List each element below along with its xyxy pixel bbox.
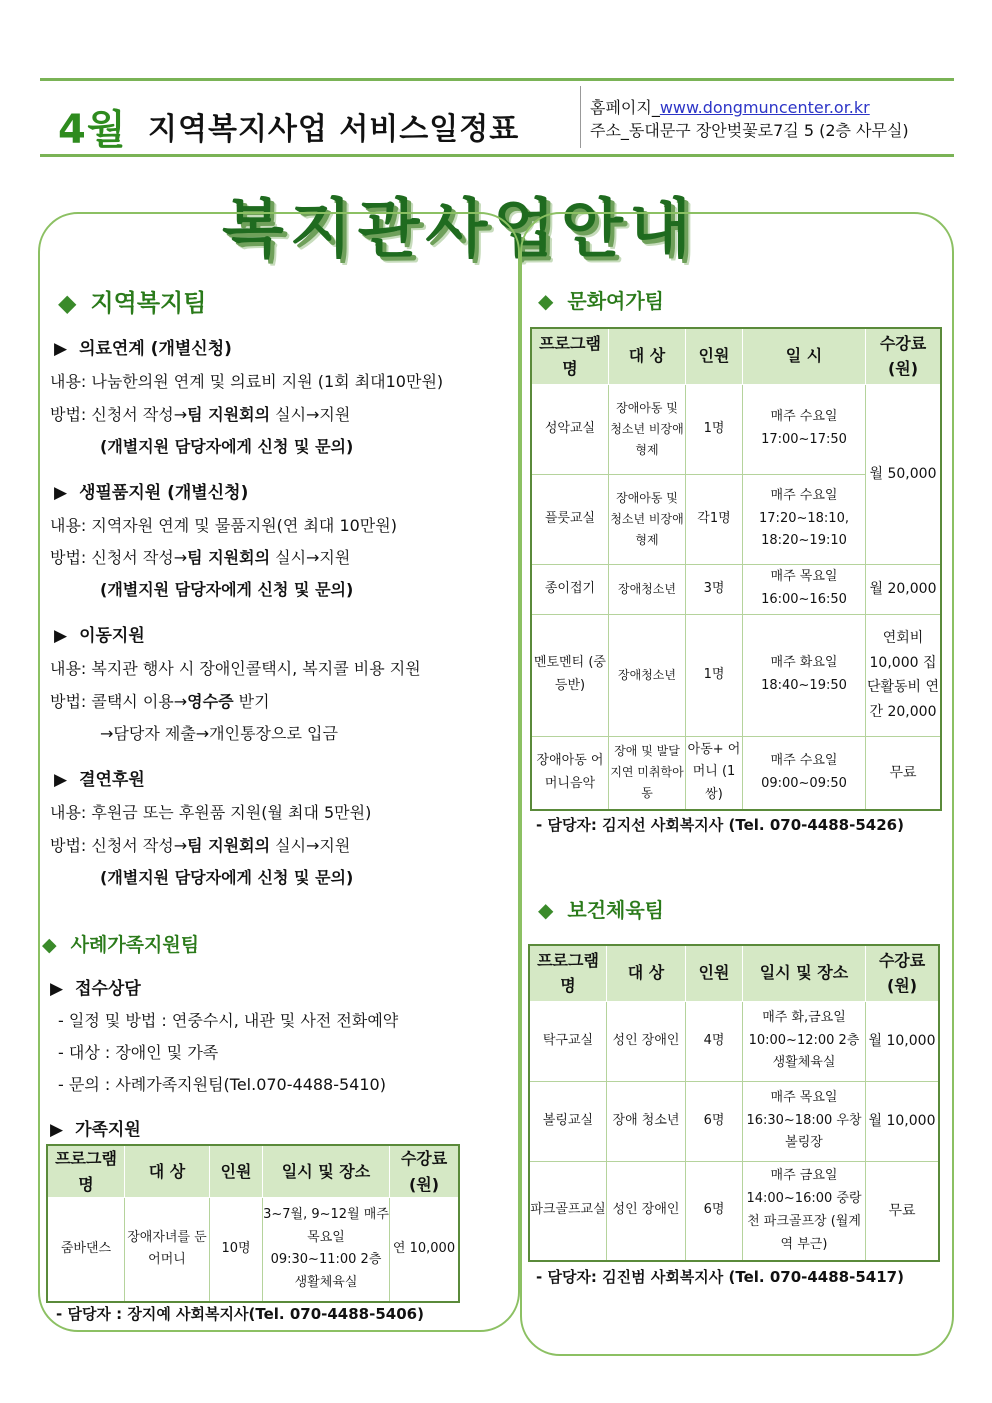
table-row	[531, 384, 941, 474]
cell-target: 장애 및 발달지연 미취학아동	[609, 736, 686, 810]
table-row	[531, 614, 941, 736]
header-fee: 수강료(원)	[390, 1145, 460, 1198]
homepage-label: 홈페이지_	[590, 98, 660, 117]
triangle-icon: ▶	[54, 339, 68, 359]
header-count: 인원	[686, 945, 743, 1001]
culture-contact: - 담당자: 김지선 사회복지사 (Tel. 070-4488-5426)	[536, 816, 904, 834]
table-header-row	[47, 1145, 459, 1198]
medical-method: 방법: 신청서 작성→팀 지원회의 실시→지원	[50, 405, 351, 424]
header-target: 대 상	[607, 945, 686, 1001]
header-program: 프로그램명	[529, 945, 607, 1001]
cell-fee: 월 10,000	[866, 1081, 940, 1161]
cell-target: 장애청소년	[609, 614, 686, 736]
table-header-row	[529, 945, 939, 1001]
cell-count: 4명	[686, 1001, 743, 1081]
header-target: 대 상	[609, 328, 686, 384]
cell-target: 성인 장애인	[607, 1161, 686, 1261]
cell-program: 파크골프교실	[529, 1161, 607, 1261]
family-heading: ▶ 가족지원	[50, 1120, 141, 1140]
cell-program: 탁구교실	[529, 1001, 607, 1081]
triangle-icon: ▶	[54, 770, 68, 790]
case-team-heading: ◆ 사례가족지원팀	[42, 934, 200, 956]
diamond-icon: ◆	[58, 289, 77, 317]
header-program: 프로그램명	[47, 1145, 125, 1198]
triangle-icon: ▶	[54, 483, 68, 503]
health-team-heading: ◆ 보건체육팀	[538, 898, 664, 922]
cell-target: 장애청소년	[609, 564, 686, 614]
cell-schedule: 매주 수요일 17:20~18:10, 18:20~19:10	[743, 474, 866, 564]
banner-title: 복지관사업안내	[222, 193, 697, 267]
cell-count: 10명	[210, 1198, 263, 1302]
cell-program: 멘토멘티 (중등반)	[531, 614, 609, 736]
cell-schedule: 매주 화,금요일 10:00~12:00 2층 생활체육실	[743, 1001, 866, 1081]
cell-fee: 연 10,000	[390, 1198, 460, 1302]
cell-program: 장애아동 어머니음악	[531, 736, 609, 810]
page-title: 지역복지사업 서비스일정표	[148, 112, 520, 147]
family-table	[46, 1144, 460, 1303]
header-divider	[580, 86, 581, 148]
cell-fee: 월 20,000	[866, 564, 942, 614]
transport-method: 방법: 콜택시 이용→영수증 받기	[50, 692, 270, 711]
cell-fee: 월 10,000	[866, 1001, 940, 1081]
triangle-icon: ▶	[50, 1120, 64, 1140]
table-row	[529, 1081, 939, 1161]
diamond-icon: ◆	[42, 934, 57, 956]
cell-program: 종이접기	[531, 564, 609, 614]
cell-count: 각1명	[686, 474, 743, 564]
cell-schedule: 매주 금요일 14:00~16:00 중랑천 파크골프장 (월계역 부근)	[743, 1161, 866, 1261]
sponsor-content: 내용: 후원금 또는 후원품 지원(월 최대 5만원)	[50, 803, 372, 822]
table-row	[529, 1001, 939, 1081]
cell-target: 장애자녀를 둔 어머니	[125, 1198, 210, 1302]
header-schedule: 일시 및 장소	[263, 1145, 390, 1198]
cell-schedule: 매주 수요일 17:00~17:50	[743, 384, 866, 474]
medical-heading: ▶ 의료연계 (개별신청)	[54, 339, 232, 359]
cell-program: 플룻교실	[531, 474, 609, 564]
homepage-line	[590, 95, 870, 118]
family-contact: - 담당자 : 장지예 사회복지사(Tel. 070-4488-5406)	[56, 1305, 424, 1323]
cell-schedule: 매주 목요일 16:30~18:00 우창볼링장	[743, 1081, 866, 1161]
cell-schedule: 매주 목요일 16:00~16:50	[743, 564, 866, 614]
table-row	[529, 1161, 939, 1261]
culture-team-heading: ◆ 문화여가팀	[538, 289, 664, 313]
sponsor-heading: ▶ 결연후원	[54, 770, 145, 790]
cell-fee: 무료	[866, 1161, 940, 1261]
sponsor-method: 방법: 신청서 작성→팀 지원회의 실시→지원	[50, 836, 351, 855]
cell-schedule: 매주 수요일 09:00~09:50	[743, 736, 866, 810]
table-row	[47, 1198, 459, 1302]
cell-count: 아동+ 어머니 (1쌍)	[686, 736, 743, 810]
cell-count: 1명	[686, 384, 743, 474]
medical-note: (개별지원 담당자에게 신청 및 문의)	[100, 437, 354, 456]
diamond-icon: ◆	[538, 898, 554, 922]
triangle-icon: ▶	[50, 979, 64, 999]
health-table	[528, 944, 940, 1262]
cell-count: 6명	[686, 1161, 743, 1261]
cell-program: 줌바댄스	[47, 1198, 125, 1302]
header-schedule: 일시 및 장소	[743, 945, 866, 1001]
top-rule	[40, 78, 954, 81]
community-team-heading: ◆ 지역복지팀	[58, 289, 207, 317]
cell-count: 1명	[686, 614, 743, 736]
intake-line1: - 일정 및 방법 : 연중수시, 내관 및 사전 전화예약	[58, 1011, 399, 1030]
culture-table	[530, 327, 942, 811]
cell-target: 성인 장애인	[607, 1001, 686, 1081]
cell-fee: 무료	[866, 736, 942, 810]
intake-line3: - 문의 : 사례가족지원팀(Tel.070-4488-5410)	[58, 1075, 386, 1094]
cell-fee-shared: 월 50,000	[866, 384, 942, 564]
month-label: 4월	[58, 107, 127, 153]
supplies-note: (개별지원 담당자에게 신청 및 문의)	[100, 580, 354, 599]
cell-fee: 연회비 10,000 집단활동비 연간 20,000	[866, 614, 942, 736]
intake-line2: - 대상 : 장애인 및 가족	[58, 1043, 219, 1062]
intake-heading: ▶ 접수상담	[50, 979, 141, 999]
triangle-icon: ▶	[54, 626, 68, 646]
cell-count: 3명	[686, 564, 743, 614]
supplies-heading: ▶ 생필품지원 (개별신청)	[54, 483, 249, 503]
cell-count: 6명	[686, 1081, 743, 1161]
supplies-content: 내용: 지역자원 연계 및 물품지원(연 최대 10만원)	[50, 516, 397, 535]
header-program: 프로그램명	[531, 328, 609, 384]
cell-schedule: 매주 화요일 18:40~19:50	[743, 614, 866, 736]
transport-content: 내용: 복지관 행사 시 장애인콜택시, 복지콜 비용 지원	[50, 659, 421, 678]
cell-target: 장애 청소년	[607, 1081, 686, 1161]
bottom-rule	[40, 154, 954, 157]
cell-schedule: 3~7월, 9~12월 매주 목요일 09:30~11:00 2층 생활체육실	[263, 1198, 390, 1302]
transport-heading: ▶ 이동지원	[54, 626, 145, 646]
diamond-icon: ◆	[538, 289, 554, 313]
table-row	[531, 564, 941, 614]
header-fee: 수강료(원)	[866, 328, 942, 384]
cell-program: 성악교실	[531, 384, 609, 474]
header-fee: 수강료(원)	[866, 945, 940, 1001]
cell-target: 장애아동 및 청소년 비장애 형제	[609, 384, 686, 474]
table-header-row	[531, 328, 941, 384]
header-target: 대 상	[125, 1145, 210, 1198]
header-count: 인원	[210, 1145, 263, 1198]
sponsor-note: (개별지원 담당자에게 신청 및 문의)	[100, 868, 354, 887]
homepage-link[interactable]: www.dongmuncenter.or.kr	[659, 98, 870, 117]
header-schedule: 일 시	[743, 328, 866, 384]
header-count: 인원	[686, 328, 743, 384]
medical-content: 내용: 나눔한의원 연계 및 의료비 지원 (1회 최대10만원)	[50, 372, 444, 391]
table-row	[531, 736, 941, 810]
address: 주소_동대문구 장안벚꽃로7길 5 (2층 사무실)	[590, 121, 909, 140]
supplies-method: 방법: 신청서 작성→팀 지원회의 실시→지원	[50, 548, 351, 567]
health-contact: - 담당자: 김진범 사회복지사 (Tel. 070-4488-5417)	[536, 1268, 904, 1286]
cell-target: 장애아동 및 청소년 비장애 형제	[609, 474, 686, 564]
transport-method2: →담당자 제출→개인통장으로 입금	[100, 724, 338, 743]
cell-program: 볼링교실	[529, 1081, 607, 1161]
